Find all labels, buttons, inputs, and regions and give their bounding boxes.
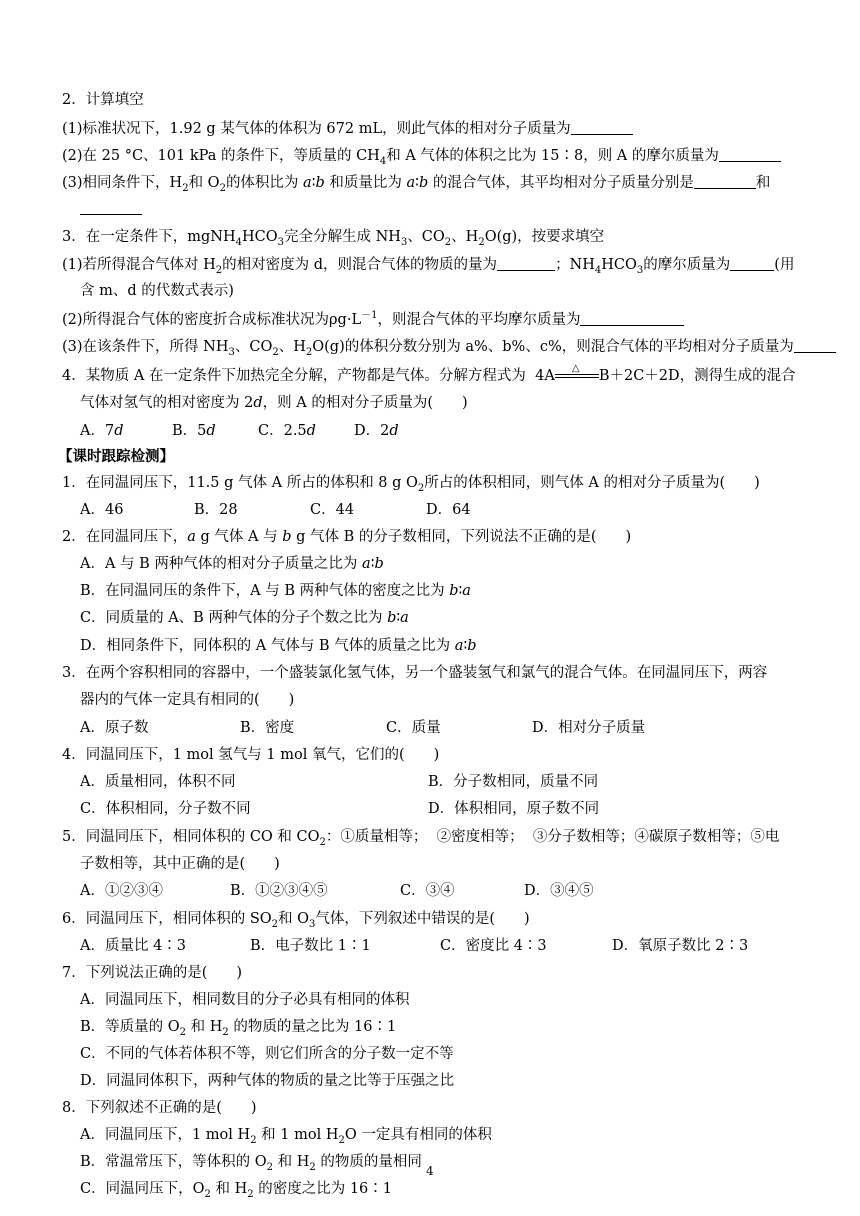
t1-option-b: B．28 <box>194 502 238 518</box>
section-2-title: 2．计算填空 <box>62 92 144 108</box>
t6-option-c: C．密度比 4∶3 <box>440 938 547 954</box>
t2-question: 2．在同温同压下，a g 气体 A 与 b g 气体 B 的分子数相同，下列说法不正确的是( ) <box>62 529 632 545</box>
t3-option-c: C．质量 <box>386 720 441 736</box>
s4-line-2: 气体对氢气的相对密度为 2d，则 A 的相对分子质量为( ) <box>80 395 468 411</box>
t8-option-a: A．同温同压下，1 mol $H_2$ 和 1 mol $H_2O$ 一定具有相同的体积 <box>80 1127 492 1146</box>
tracking-test-header: 【课时跟踪检测】 <box>58 449 174 465</box>
t6-option-b: B．电子数比 1∶1 <box>250 938 371 954</box>
t8-question: 8．下列叙述不正确的是( ) <box>62 1100 257 1116</box>
t5-question-line-1: 5．同温同压下，相同体积的 CO 和 $CO_2$：①质量相等； ②密度相等； ③分子数相等；④碳原子数相等；⑤电 <box>62 829 780 848</box>
answer-blank[interactable] <box>580 313 684 326</box>
t4-option-c: C．体积相同，分子数不同 <box>80 801 251 817</box>
t7-option-c: C．不同的气体若体积不等，则它们所含的分子数一定不等 <box>80 1046 454 1062</box>
t2-option-a: A．A 与 B 两种气体的相对分子质量之比为 a∶b <box>80 556 384 572</box>
t1-option-d: D．64 <box>426 502 471 518</box>
answer-blank[interactable] <box>80 202 142 215</box>
t2-option-c: C．同质量的 A、B 两种气体的分子个数之比为 b∶a <box>80 610 409 626</box>
answer-blank[interactable] <box>571 122 633 135</box>
t3-option-a: A．原子数 <box>80 720 149 736</box>
t4-option-b: B．分子数相同，质量不同 <box>428 774 599 790</box>
answer-blank[interactable] <box>794 340 836 353</box>
s4-option-b: B．5d <box>172 423 216 439</box>
answer-blank[interactable] <box>730 258 774 271</box>
s3-question-1: (1)若所得混合气体对 $H_2$的相对密度为 d，则混合气体的物质的量为 ；$NH_4HCO_3$的摩尔质量为 (用 <box>62 257 795 276</box>
t5-question-line-2: 子数相等，其中正确的是( ) <box>80 856 280 872</box>
section-3-title: 3．在一定条件下，$mgNH_4HCO_3$完全分解生成 $NH_3$、$CO_2$、$H_2O(g)$，按要求填空 <box>62 229 605 248</box>
t5-option-a: A．①②③④ <box>80 883 163 899</box>
t7-option-b: B．等质量的 $O_2$ 和 $H_2$ 的物质的量之比为 16∶1 <box>80 1019 397 1038</box>
heating-arrow-icon: △ <box>555 368 599 382</box>
t4-question: 4．同温同压下，1 mol 氢气与 1 mol 氧气，它们的( ) <box>62 747 440 763</box>
t1-option-a: A．46 <box>80 502 124 518</box>
t2-option-d: D．相同条件下，同体积的 A 气体与 B 气体的质量之比为 a∶b <box>80 638 477 654</box>
t7-option-a: A．同温同压下，相同数目的分子必具有相同的体积 <box>80 992 410 1008</box>
t3-question-line-2: 器内的气体一定具有相同的( ) <box>80 692 295 708</box>
s3-question-3: (3)在该条件下，所得 $NH_3$、$CO_2$、$H_2O(g)$的体积分数分别为 a%、b%、c%，则混合气体的平均相对分子质量为 <box>62 338 836 356</box>
t7-question: 7．下列说法正确的是( ) <box>62 965 243 981</box>
s4-option-d: D．2d <box>354 423 399 439</box>
answer-blank[interactable] <box>497 258 555 271</box>
s2-question-3: (3)相同条件下，$H_2$和 $O_2$的体积比为 a∶b 和质量比为 a∶b 的混合气体，其平均相对分子质量分别是 和 <box>62 175 771 194</box>
t8-option-c: C．同温同压下，$O_2$ 和 $H_2$ 的密度之比为 16∶1 <box>80 1181 393 1200</box>
s2-question-1: (1)标准状况下，1.92 g 某气体的体积为 672 mL，则此气体的相对分子质量为 <box>62 120 633 138</box>
t5-option-d: D．③④⑤ <box>524 883 594 899</box>
t1-option-c: C．44 <box>310 502 355 518</box>
t7-option-d: D．同温同体积下，两种气体的物质的量之比等于压强之比 <box>80 1073 455 1089</box>
t8-option-b: B．常温常压下，等体积的 $O_2$ 和 $H_2$ 的物质的量相同 <box>80 1154 422 1173</box>
s4-option-c: C．2.5d <box>258 423 316 439</box>
t5-option-b: B．①②③④⑤ <box>230 883 328 899</box>
t6-question: 6．同温同压下，相同体积的 $SO_2$和 $O_3$气体，下列叙述中错误的是( ) <box>62 911 530 930</box>
t6-option-d: D．氧原子数比 2∶3 <box>612 938 749 954</box>
s4-option-a: A．7d <box>80 423 124 439</box>
t6-option-a: A．质量比 4∶3 <box>80 938 187 954</box>
t4-option-d: D．体积相同，原子数不同 <box>428 801 600 817</box>
t3-question-line-1: 3．在两个容积相同的容器中，一个盛装氯化氢气体，另一个盛装氢气和氯气的混合气体。在同温同压下，两容 <box>62 665 768 681</box>
s3-question-2: (2)所得混合气体的密度折合成标准状况为$\rho g\cdot L^{-1}$，则混合气体的平均摩尔质量为 <box>62 311 684 329</box>
t2-option-b: B．在同温同压的条件下，A 与 B 两种气体的密度之比为 b∶a <box>80 583 471 599</box>
t3-option-d: D．相对分子质量 <box>532 720 646 736</box>
s4-line-1: 4．某物质 A 在一定条件下加热完全分解，产物都是气体。分解方程式为 4A △ B＋2C＋2D，测得生成的混合 <box>62 363 796 384</box>
page-number: 4 <box>426 1164 434 1178</box>
t1-question: 1．在同温同压下，11.5 g 气体 A 所占的体积和 8 g $O_2$所占的体积相同，则气体 A 的相对分子质量为( ) <box>62 475 760 494</box>
t5-option-c: C．③④ <box>400 883 455 899</box>
answer-blank[interactable] <box>694 176 756 189</box>
s3-question-1-cont: 含 m、d 的代数式表示) <box>80 283 234 299</box>
s2-question-3-cont <box>80 200 142 218</box>
t3-option-b: B．密度 <box>240 720 295 736</box>
t4-option-a: A．质量相同，体积不同 <box>80 774 236 790</box>
answer-blank[interactable] <box>719 149 781 162</box>
s2-question-2: (2)在 25 °C、101 kPa 的条件下，等质量的 $CH_4$和 A 气体的体积之比为 15∶8，则 A 的摩尔质量为 <box>62 147 781 165</box>
